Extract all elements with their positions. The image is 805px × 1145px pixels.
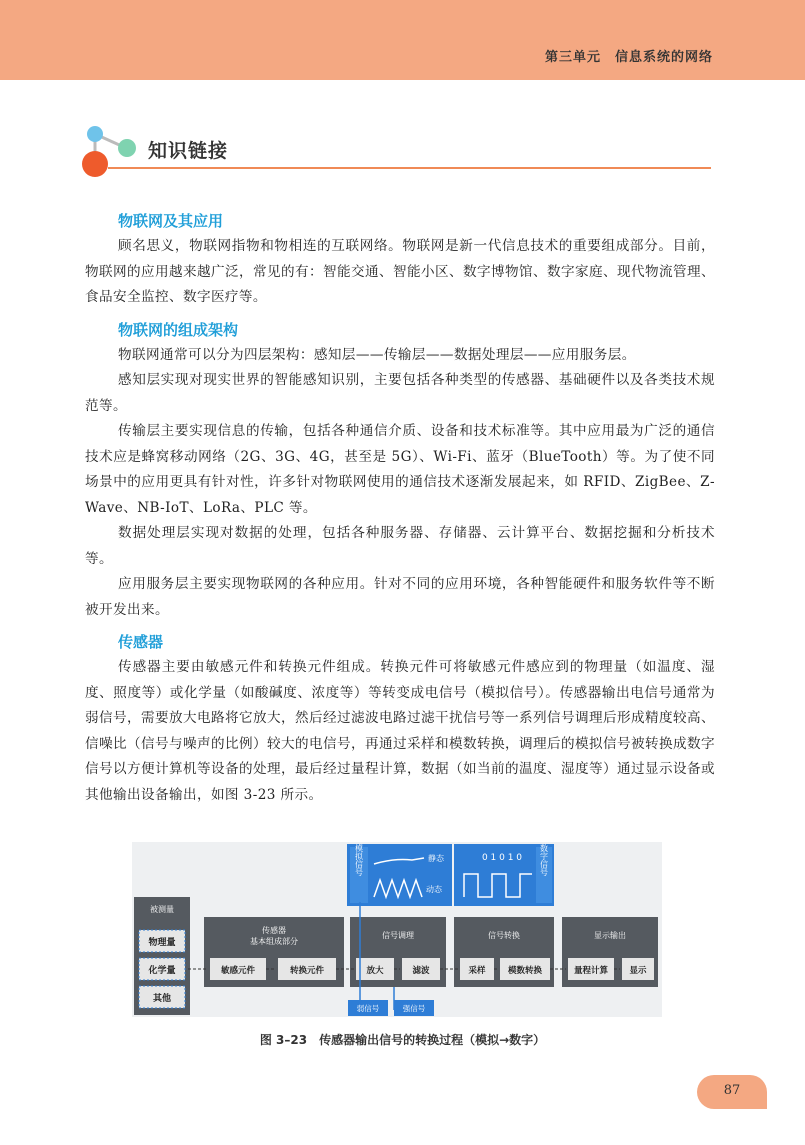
paragraph: 顾名思义，物联网指物和物相连的互联网络。物联网是新一代信息技术的重要组成部分。目前，物联网的应用越来越广泛，常见的有：智能交通、智能小区、数字博物馆、数字家庭、现代物流管理、食品安全监控、数字医疗等。 xyxy=(85,238,715,305)
digital-label: 数字信号 xyxy=(539,844,549,876)
figure-caption: 图 3–23 传感器输出信号的转换过程（模拟→数字） xyxy=(259,1033,546,1047)
paragraph: 应用服务层主要实现物联网的各种应用。针对不同的应用环境，各种智能硬件和服务软件等不断被开发出来。 xyxy=(85,576,715,618)
chapter-header-bar xyxy=(0,0,805,80)
dynamic-label: 动态 xyxy=(426,885,442,894)
conditioning-title: 信号调理 xyxy=(382,931,414,940)
sensor-signal-diagram xyxy=(132,842,662,1017)
paragraph: 数据处理层实现对数据的处理，包括各种服务器、存储器、云计算平台、数据挖掘和分析技术等。 xyxy=(85,525,715,567)
sensor-title-line2: 基本组成部分 xyxy=(250,937,298,946)
molecule-icon xyxy=(80,122,140,182)
paragraph: 传感器主要由敏感元件和转换元件组成。转换元件可将敏感元件感应到的物理量（如温度、湿度、照度等）或化学量（如酸碱度、浓度等）等转变成电信号（模拟信号）。传感器输出电信号通常为弱信号，需要放大电路将它放大，然后经过滤波电路过滤干扰信号等一系列信号调理后形成精度较高、信噪比（信号与噪声的比例）较大的电信号，再通过采样和模数转换，调理后的模拟信号被转换成数字信号以方便计算机等设备的处理，最后经过量程计算，数据（如当前的温度、湿度等）通过显示设备或其他输出设备输出，如图 3-23 所示。 xyxy=(85,659,715,803)
conversion-item: 模数转换 xyxy=(507,966,543,976)
page-number: 87 xyxy=(723,1083,741,1098)
paragraph: 传输层主要实现信息的传输，包括各种通信介质、设备和技术标准等。其中应用最为广泛的通信技术应是蜂窝移动网络（2G、3G、4G，甚至是 5G）、Wi-Fi、蓝牙（BlueTooth）等。为了使不同场景中的应用更具有针对性，许多针对物联网使用的通信技术逐渐发展起来，如 RFID、ZigBee、Z-Wave、NB-IoT、LoRa、PLC 等。 xyxy=(85,423,715,516)
conditioning-item: 滤波 xyxy=(412,966,430,976)
display-title: 显示输出 xyxy=(594,931,626,940)
measured-item: 其他 xyxy=(152,994,172,1004)
measured-title: 被测量 xyxy=(150,905,174,914)
sensor-title-line1: 传感器 xyxy=(262,926,286,935)
conversion-item: 采样 xyxy=(468,966,486,976)
analog-label: 模拟信号 xyxy=(354,844,364,876)
measured-item: 物理量 xyxy=(148,938,176,948)
section-heading: 传感器 xyxy=(118,633,164,651)
article-body xyxy=(85,208,715,808)
display-item: 显示 xyxy=(629,966,647,976)
sensor-item: 转换元件 xyxy=(289,966,325,976)
section-heading: 物联网及其应用 xyxy=(118,212,224,230)
digital-bits: 0 1 0 1 0 xyxy=(481,853,523,863)
chapter-title: 第三单元 信息系统的网络 xyxy=(544,50,713,65)
display-item: 量程计算 xyxy=(573,966,609,976)
measured-item: 化学量 xyxy=(148,966,176,976)
section-divider xyxy=(108,167,711,169)
knowledge-link-title: 知识链接 xyxy=(148,140,229,162)
section-heading: 物联网的组成架构 xyxy=(118,320,239,339)
weak-signal-label: 弱信号 xyxy=(356,1004,380,1013)
static-label: 静态 xyxy=(428,854,444,863)
strong-signal-label: 强信号 xyxy=(402,1004,426,1013)
paragraph: 感知层实现对现实世界的智能感知识别，主要包括各种类型的传感器、基础硬件以及各类技术规范等。 xyxy=(85,372,715,414)
conversion-title: 信号转换 xyxy=(488,931,520,940)
conditioning-item: 放大 xyxy=(366,966,384,976)
paragraph: 物联网通常可以分为四层架构：感知层——传输层——数据处理层——应用服务层。 xyxy=(118,346,636,363)
sensor-item: 敏感元件 xyxy=(220,966,256,976)
